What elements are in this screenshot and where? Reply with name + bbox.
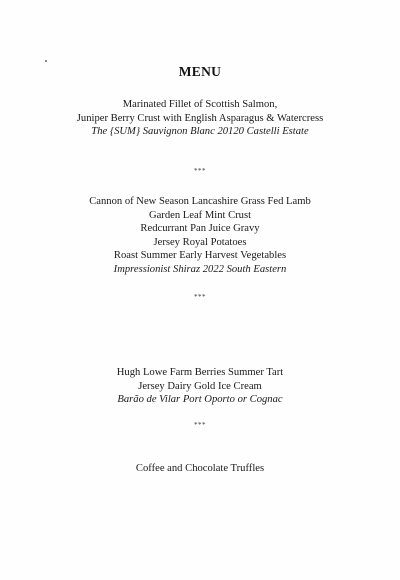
dish-line: Roast Summer Early Harvest Vegetables <box>113 250 287 262</box>
dish-line: Jersey Dairy Gold Ice Cream <box>138 380 262 392</box>
dish-line: Jersey Royal Potatoes <box>153 236 247 248</box>
dessert-course <box>0 366 400 407</box>
course-separator: *** <box>194 293 206 301</box>
course-separator: *** <box>194 421 206 429</box>
dish-line: Hugh Lowe Farm Berries Summer Tart <box>116 367 284 378</box>
dish-line: Coffee and Chocolate Truffles <box>135 463 265 474</box>
main-course <box>0 195 400 277</box>
course-separator: *** <box>194 167 206 175</box>
coffee-course <box>0 462 400 476</box>
dish-line: Marinated Fillet of Scottish Salmon, <box>122 99 278 110</box>
menu-title: MENU <box>178 64 222 79</box>
wine-pairing: Barão de Vilar Port Oporto or Cognac <box>117 394 283 406</box>
dish-line: Juniper Berry Crust with English Asparagus & Watercress <box>76 112 324 124</box>
dish-line: Cannon of New Season Lancashire Grass Fed Lamb <box>89 196 311 207</box>
wine-pairing: Impressionist Shiraz 2022 South Eastern <box>113 263 287 275</box>
dish-line: Garden Leaf Mint Crust <box>148 209 252 221</box>
dish-line: Redcurrant Pan Juice Gravy <box>140 223 260 235</box>
starter-course <box>0 98 400 139</box>
paper-speck <box>45 60 47 62</box>
wine-pairing: The {SUM} Sauvignon Blanc 20120 Castelli Estate <box>91 126 309 138</box>
